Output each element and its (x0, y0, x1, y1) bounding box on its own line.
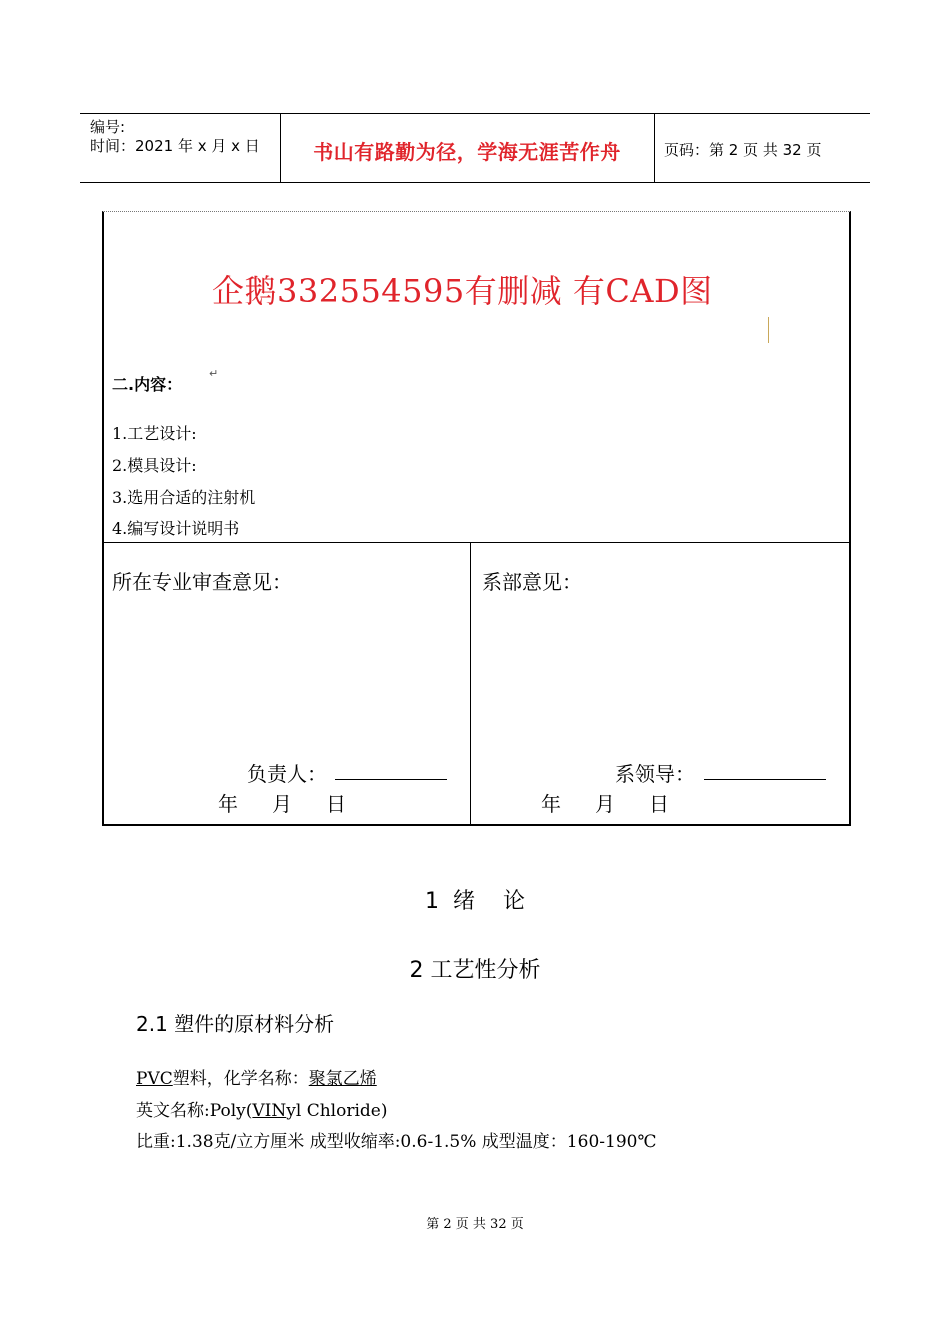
watermark-text: 企鹅332554595有删减 有CAD图 (212, 272, 713, 310)
serial-label: 编号: (90, 118, 126, 136)
header-page-label: 页码：第 2 页 共 32 页 (664, 141, 822, 159)
header-motto: 书山有路勤为径，学海无涯苦作舟 (313, 140, 621, 164)
date-month: 月 (272, 792, 292, 816)
form-divider (470, 542, 471, 824)
section-title: 二.内容： (112, 375, 183, 394)
content-item: 4.编写设计说明书 (112, 519, 240, 538)
date-line-left (218, 788, 380, 817)
pvc-term: PVC (136, 1069, 173, 1089)
content-item: 2.模具设计: (112, 456, 197, 475)
body-text: yl Chloride) (286, 1101, 388, 1121)
date-year: 年 (541, 792, 561, 816)
form-divider (104, 542, 849, 543)
heading-introduction: 1 绪 论 (425, 889, 525, 914)
content-item: 1.工艺设计: (112, 424, 197, 443)
heading-material-analysis: 2.1 塑件的原材料分析 (136, 1012, 335, 1036)
body-line-2 (136, 1096, 387, 1121)
body-text: 塑料，化学名称： (172, 1069, 309, 1089)
page-header (80, 113, 870, 183)
body-text: 英文名称:Poly( (136, 1101, 253, 1121)
major-review-label: 所在专业审查意见： (112, 570, 292, 594)
body-line-3: 比重:1.38克/立方厘米 成型收缩率:0.6-1.5% 成型温度：160-190℃ (136, 1132, 657, 1152)
date-day: 日 (326, 792, 346, 816)
header-divider (654, 114, 655, 182)
return-mark-icon: ↵ (209, 367, 219, 380)
signature-line (335, 779, 447, 780)
date-line-right (541, 788, 703, 817)
signature-line (704, 779, 826, 780)
header-meta (90, 118, 260, 156)
heading-process-analysis: 2 工艺性分析 (409, 958, 541, 983)
approval-form (102, 211, 851, 826)
date-month: 月 (595, 792, 615, 816)
date-year: 年 (218, 792, 238, 816)
date-day: 日 (649, 792, 669, 816)
vin-term: VIN (252, 1101, 287, 1121)
body-line-1 (136, 1064, 377, 1089)
content-item: 3.选用合适的注射机 (112, 488, 256, 507)
department-opinion-label: 系部意见： (482, 570, 582, 594)
responsible-person-label: 负责人： (247, 762, 327, 786)
cursor-mark (768, 317, 771, 343)
page-footer: 第 2 页 共 32 页 (426, 1217, 524, 1232)
time-label: 时间：2021 年 x 月 x 日 (90, 137, 260, 155)
department-leader-label: 系领导： (615, 762, 695, 786)
chemical-name: 聚氯乙烯 (308, 1069, 377, 1089)
